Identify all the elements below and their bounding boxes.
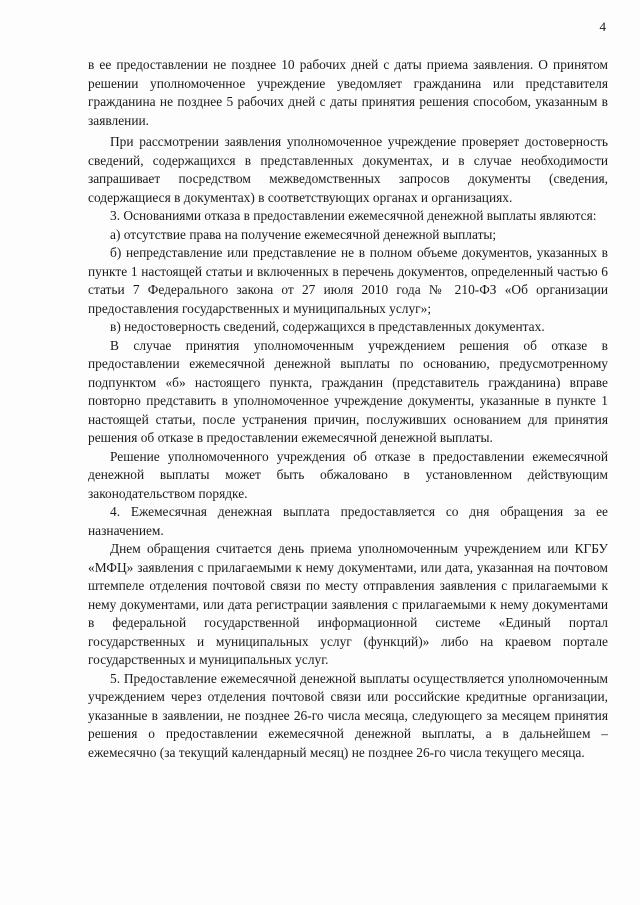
paragraph-4: а) отсутствие права на получение ежемесячной денежной выплаты; — [110, 226, 497, 242]
paragraph-7: В случае принятия уполномоченным учреждением решения об отказе в предоставлении ежемесячной денежной выплаты по основанию, предусмотренному подпунктом «б» настоящего пункта, гражданин (представитель гражданина) вправе повторно представить в уполномоченное учреждение документы, указанные в пункте 1 настоящей статьи, после устранения причин, послуживших основанием для принятия решения об отказе в предоставлении ежемесячной денежной выплаты. — [88, 337, 608, 445]
document-body — [88, 56, 608, 762]
paragraph-11: 5. Предоставление ежемесячной денежной выплаты осуществляется уполномоченным учреждением через отделения почтовой связи или российские кредитные организации, указанные в заявлении, не позднее 26-го числа месяца, следующего за месяцем принятия решения о предоставлении ежемесячной денежной выплаты, а в дальнейшем – ежемесячно (за текущий календарный месяц) не позднее 26-го числа текущего месяца. — [88, 670, 608, 760]
paragraph-9: 4. Ежемесячная денежная выплата предоставляется со дня обращения за ее назначением. — [88, 504, 608, 538]
paragraph-6: в) недостоверность сведений, содержащихся в представленных документах. — [110, 319, 545, 334]
paragraph-2: При рассмотрении заявления уполномоченное учреждение проверяет достоверность сведений, содержащихся в представленных документах, и в случае необходимости запрашивает посредством межведомственных запросов документы (сведения, содержащиеся в документах) в соответствующих органах и организациях. — [88, 134, 608, 205]
paragraph-3: 3. Основаниями отказа в предоставлении ежемесячной денежной выплаты являются: — [110, 208, 597, 223]
paragraph-10: Днем обращения считается день приема уполномоченным учреждением или КГБУ «МФЦ» заявления с прилагаемыми к нему документами, или дата, указанная на почтовом штемпеле отделения почтовой связи по месту отправления заявления с прилагаемыми к нему документами, или дата регистрации заявления с прилагаемыми к нему документами в федеральной государственной информационной системе «Единый портал государственных и муниципальных услуг (функций)» либо на краевом портале государственных и муниципальных услуг. — [88, 541, 608, 667]
paragraph-1: в ее предоставлении не позднее 10 рабочих дней с даты приема заявления. О принятом решении уполномоченное учреждение уведомляет гражданина или представителя гражданина не позднее 5 рабочих дней с даты принятия решения способом, указанным в заявлении. — [88, 57, 608, 128]
page-number: 4 — [599, 19, 606, 34]
paragraph-8: Решение уполномоченного учреждения об отказе в предоставлении ежемесячной денежной выплаты может быть обжаловано в установленном действующим законодательством порядке. — [88, 448, 608, 501]
paragraph-5: б) непредставление или представление не в полном объеме документов, указанных в пункте 1 настоящей статьи и включенных в перечень документов, определенный частью 6 статьи 7 Федерального закона от 27 июля 2010 года № 210-ФЗ «Об организации предоставления государственных и муниципальных услуг»; — [88, 245, 608, 316]
